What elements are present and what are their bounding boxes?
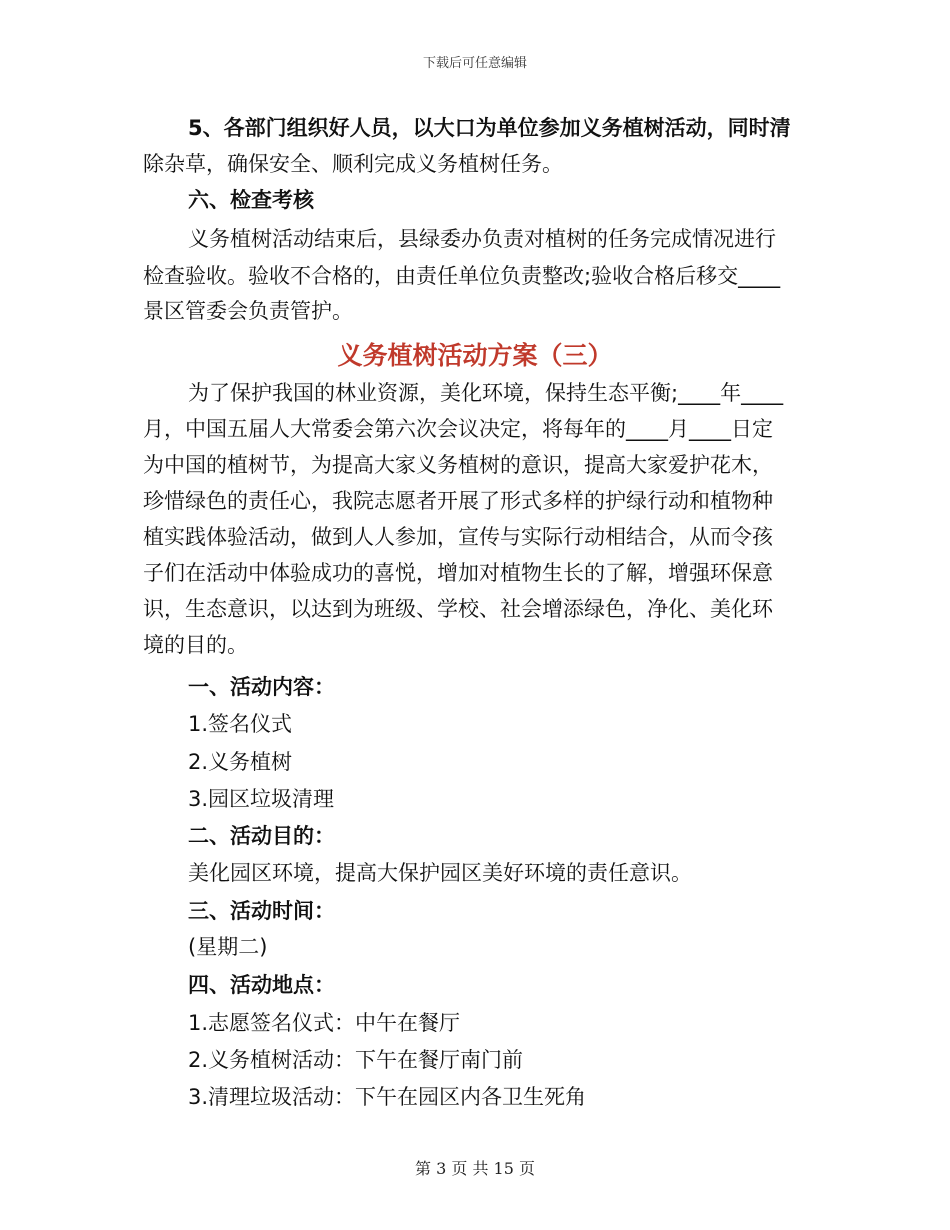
purpose-text: 美化园区环境，提高大保护园区美好环境的责任意识。 <box>188 861 692 885</box>
section-heading-inspection: 六、检查考核 <box>188 188 314 212</box>
inspection-paragraph-line-1: 义务植树活动结束后，县绿委办负责对植树的任务完成情况进行 <box>188 227 776 251</box>
document-title: 义务植树活动方案（三） <box>337 341 613 370</box>
section-heading-purpose: 二、活动目的： <box>188 824 335 848</box>
section-heading-time: 三、活动时间： <box>188 899 335 923</box>
inspection-paragraph-line-3: 景区管委会负责管护。 <box>143 299 353 323</box>
list-item: 1.志愿签名仪式：中午在餐厅 <box>188 1011 461 1035</box>
intro-paragraph-line-1: 为了保护我国的林业资源，美化环境，保持生态平衡;____年____ <box>188 381 784 405</box>
intro-paragraph-line-8: 境的目的。 <box>143 633 248 657</box>
intro-paragraph-line-4: 珍惜绿色的责任心，我院志愿者开展了形式多样的护绿行动和植物种 <box>143 489 773 513</box>
section-heading-location: 四、活动地点： <box>188 973 335 997</box>
intro-paragraph-line-6: 子们在活动中体验成功的喜悦，增加对植物生长的了解，增强环保意 <box>143 561 773 585</box>
intro-paragraph-line-2: 月，中国五届人大常委会第六次会议决定，将每年的____月____日定 <box>143 417 773 441</box>
list-item: 3.园区垃圾清理 <box>188 787 335 811</box>
list-item: 1.签名仪式 <box>188 712 293 736</box>
list-item: 2.义务植树活动：下午在餐厅南门前 <box>188 1048 524 1072</box>
list-item: 2.义务植树 <box>188 750 293 774</box>
item-5-line-2: 除杂草，确保安全、顺利完成义务植树任务。 <box>143 152 563 176</box>
intro-paragraph-line-7: 识，生态意识，以达到为班级、学校、社会增添绿色，净化、美化环 <box>143 597 773 621</box>
list-item: 3.清理垃圾活动：下午在园区内各卫生死角 <box>188 1085 587 1109</box>
section-heading-content: 一、活动内容： <box>188 675 335 699</box>
page-number: 第 3 页 共 15 页 <box>415 1159 535 1178</box>
item-5-line-1: 5、各部门组织好人员，以大口为单位参加义务植树活动，同时清 <box>188 116 791 140</box>
inspection-paragraph-line-2: 检查验收。验收不合格的，由责任单位负责整改;验收合格后移交____ <box>143 264 781 288</box>
time-text: (星期二) <box>188 935 268 959</box>
intro-paragraph-line-3: 为中国的植树节，为提高大家义务植树的意识，提高大家爱护花木， <box>143 453 773 477</box>
intro-paragraph-line-5: 植实践体验活动，做到人人参加，宣传与实际行动相结合，从而令孩 <box>143 525 773 549</box>
page-header-note: 下载后可任意编辑 <box>422 56 527 71</box>
